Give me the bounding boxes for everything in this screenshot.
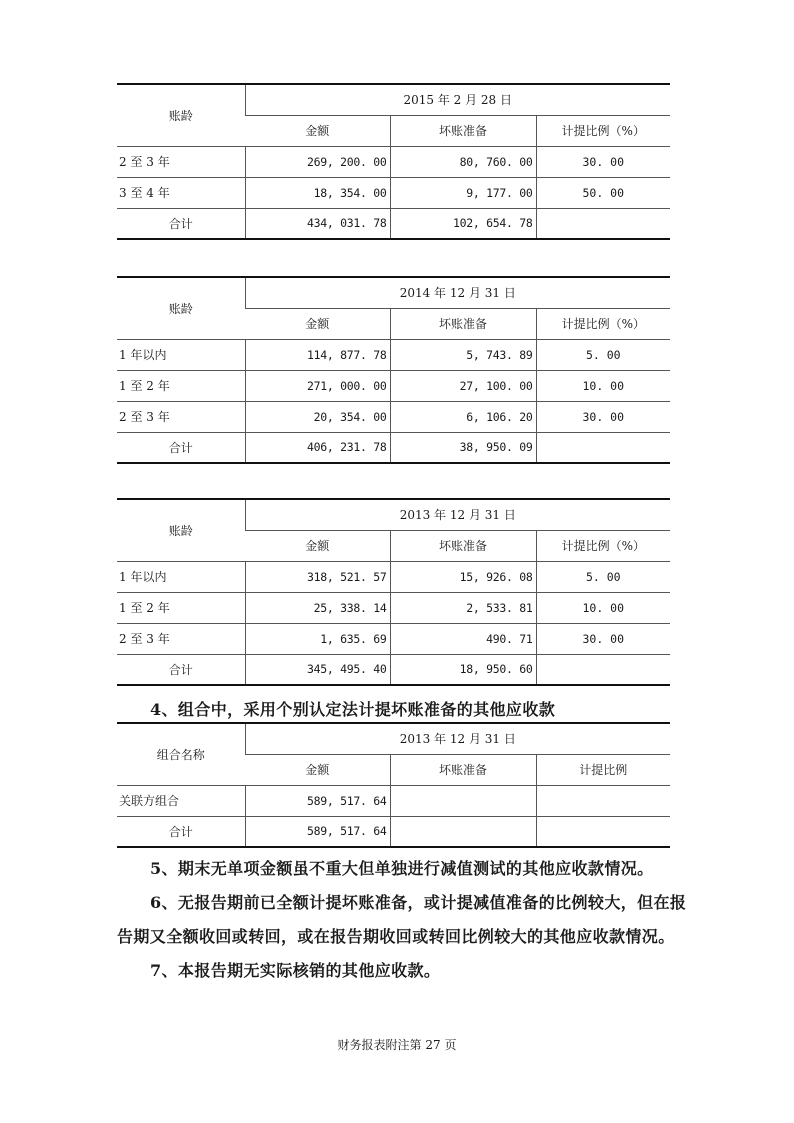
- date-header: 2015 年 2 月 28 日: [245, 84, 670, 115]
- amount-header: 金额: [245, 308, 390, 339]
- amount-cell: 20, 354. 00: [245, 401, 390, 432]
- reserve-header: 坏账准备: [390, 308, 536, 339]
- section-6-paragraph-line1: 6、无报告期前已全额计提坏账准备，或计提减值准备的比例较大，但在报: [150, 893, 687, 912]
- total-reserve: [390, 816, 536, 847]
- ratio-cell: [536, 785, 670, 816]
- table-row: [117, 401, 670, 432]
- total-ratio: [536, 816, 670, 847]
- ratio-cell: 30. 00: [536, 146, 670, 177]
- amount-cell: 25, 338. 14: [245, 592, 390, 623]
- total-row: [117, 208, 670, 239]
- total-reserve: 18, 950. 60: [390, 654, 536, 685]
- reserve-cell: 5, 743. 89: [390, 339, 536, 370]
- date-header: 2013 年 12 月 31 日: [245, 499, 670, 530]
- section-4-heading: 4、组合中，采用个别认定法计提坏账准备的其他应收款: [150, 700, 556, 719]
- table-row: [117, 592, 670, 623]
- section-5-paragraph: 5、期末无单项金额虽不重大但单独进行减值测试的其他应收款情况。: [150, 859, 654, 878]
- total-ratio: [536, 432, 670, 463]
- row-label: 1 年以内: [117, 561, 245, 592]
- age-header: 账龄: [117, 499, 245, 561]
- row-label: 1 年以内: [117, 339, 245, 370]
- amount-cell: 269, 200. 00: [245, 146, 390, 177]
- ratio-cell: 30. 00: [536, 401, 670, 432]
- row-label: 3 至 4 年: [117, 177, 245, 208]
- reserve-header: 坏账准备: [390, 530, 536, 561]
- reserve-cell: 2, 533. 81: [390, 592, 536, 623]
- ratio-cell: 30. 00: [536, 623, 670, 654]
- total-label: 合计: [117, 432, 245, 463]
- row-label: 2 至 3 年: [117, 401, 245, 432]
- reserve-cell: 80, 760. 00: [390, 146, 536, 177]
- row-label: 1 至 2 年: [117, 370, 245, 401]
- total-label: 合计: [117, 816, 245, 847]
- row-label: 2 至 3 年: [117, 623, 245, 654]
- date-header: 2014 年 12 月 31 日: [245, 277, 670, 308]
- amount-header: 金额: [245, 754, 390, 785]
- group-header: 组合名称: [117, 723, 245, 785]
- total-row: [117, 432, 670, 463]
- amount-cell: 589, 517. 64: [245, 785, 390, 816]
- total-ratio: [536, 208, 670, 239]
- total-reserve: 102, 654. 78: [390, 208, 536, 239]
- section-7-paragraph: 7、本报告期无实际核销的其他应收款。: [150, 961, 441, 980]
- total-label: 合计: [117, 208, 245, 239]
- reserve-cell: 9, 177. 00: [390, 177, 536, 208]
- total-row: [117, 816, 670, 847]
- table-row: [117, 177, 670, 208]
- table-row: [117, 370, 670, 401]
- ratio-cell: 10. 00: [536, 592, 670, 623]
- aging-table-2014: [117, 276, 670, 464]
- row-label: 关联方组合: [117, 785, 245, 816]
- age-header: 账龄: [117, 84, 245, 146]
- total-label: 合计: [117, 654, 245, 685]
- total-amount: 406, 231. 78: [245, 432, 390, 463]
- aging-table-2015: [117, 83, 670, 240]
- total-row: [117, 654, 670, 685]
- aging-table-2013: [117, 498, 670, 686]
- reserve-cell: [390, 785, 536, 816]
- amount-cell: 114, 877. 78: [245, 339, 390, 370]
- total-amount: 345, 495. 40: [245, 654, 390, 685]
- ratio-header: 计提比例（%）: [536, 308, 670, 339]
- date-header: 2013 年 12 月 31 日: [245, 723, 670, 754]
- ratio-cell: 10. 00: [536, 370, 670, 401]
- ratio-cell: 5. 00: [536, 339, 670, 370]
- table-row: [117, 623, 670, 654]
- reserve-header: 坏账准备: [390, 754, 536, 785]
- total-ratio: [536, 654, 670, 685]
- amount-cell: 271, 000. 00: [245, 370, 390, 401]
- section-6-paragraph-line2: 告期又全额收回或转回，或在报告期收回或转回比例较大的其他应收款情况。: [117, 927, 675, 946]
- page-footer: 财务报表附注第 27 页: [337, 1038, 457, 1052]
- row-label: 1 至 2 年: [117, 592, 245, 623]
- row-label: 2 至 3 年: [117, 146, 245, 177]
- reserve-cell: 27, 100. 00: [390, 370, 536, 401]
- total-amount: 589, 517. 64: [245, 816, 390, 847]
- table-row: [117, 146, 670, 177]
- reserve-cell: 6, 106. 20: [390, 401, 536, 432]
- reserve-cell: 15, 926. 08: [390, 561, 536, 592]
- amount-header: 金额: [245, 115, 390, 146]
- ratio-header: 计提比例（%）: [536, 530, 670, 561]
- reserve-header: 坏账准备: [390, 115, 536, 146]
- related-party-table: [117, 722, 670, 848]
- ratio-cell: 50. 00: [536, 177, 670, 208]
- amount-cell: 318, 521. 57: [245, 561, 390, 592]
- amount-header: 金额: [245, 530, 390, 561]
- total-reserve: 38, 950. 09: [390, 432, 536, 463]
- table-row: [117, 561, 670, 592]
- reserve-cell: 490. 71: [390, 623, 536, 654]
- table-row: [117, 785, 670, 816]
- ratio-header: 计提比例: [536, 754, 670, 785]
- ratio-header: 计提比例（%）: [536, 115, 670, 146]
- amount-cell: 1, 635. 69: [245, 623, 390, 654]
- age-header: 账龄: [117, 277, 245, 339]
- table-row: [117, 339, 670, 370]
- total-amount: 434, 031. 78: [245, 208, 390, 239]
- amount-cell: 18, 354. 00: [245, 177, 390, 208]
- ratio-cell: 5. 00: [536, 561, 670, 592]
